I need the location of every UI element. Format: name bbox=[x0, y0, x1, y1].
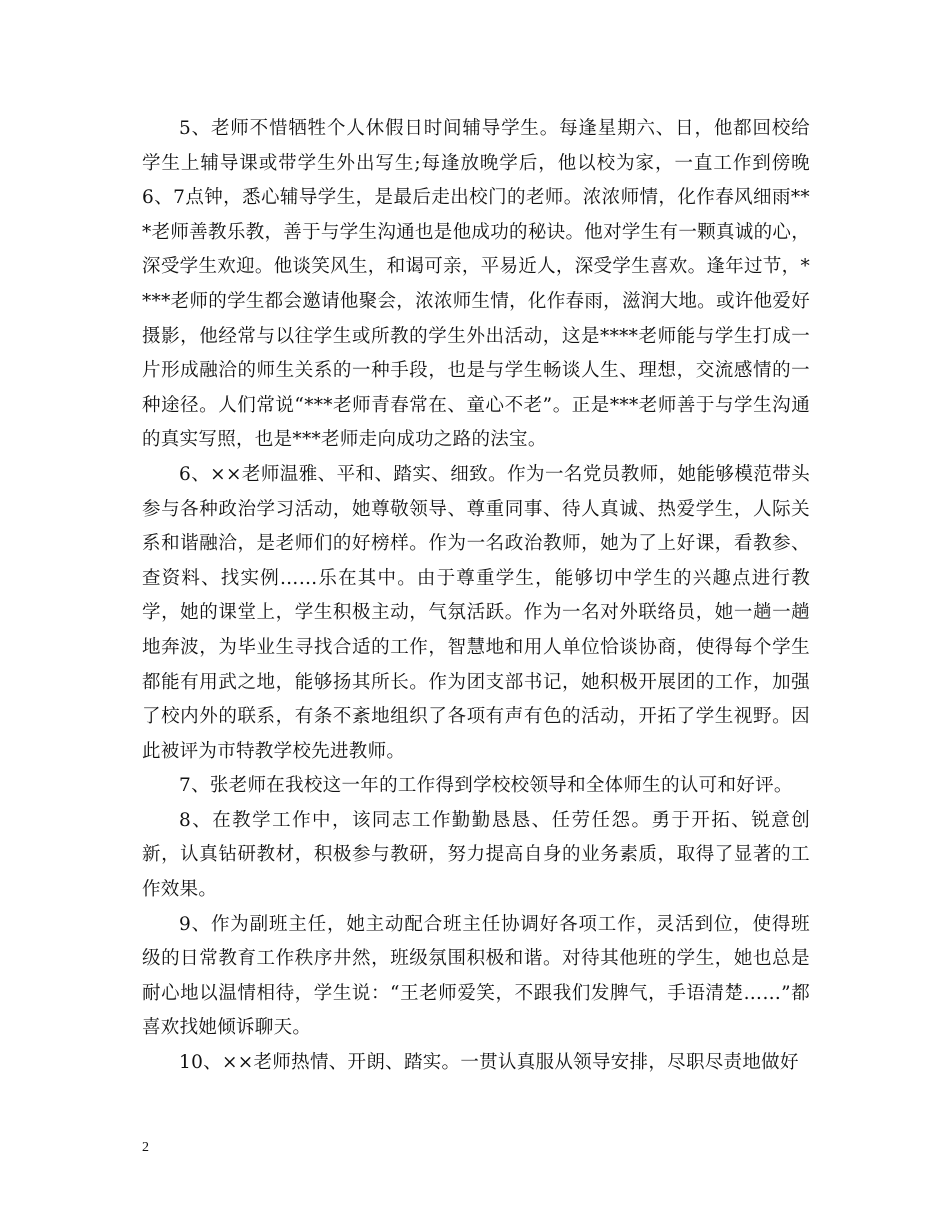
paragraph-5: 5、老师不惜牺牲个人休假日时间辅导学生。每逢星期六、日，他都回校给学生上辅导课或带学生外出写生;每逢放晚学后，他以校为家，一直工作到傍晚6、7点钟，悉心辅导学生，是最后走出校门的老师。浓浓师情，化作春风细雨***老师善教乐教，善于与学生沟通也是他成功的秘诀。他对学生有一颗真诚的心，深受学生欢迎。他谈笑风生，和谒可亲，平易近人，深受学生喜欢。逢年过节，****老师的学生都会邀请他聚会，浓浓师生情，化作春雨，滋润大地。或许他爱好摄影，他经常与以往学生或所教的学生外出活动，这是****老师能与学生打成一片形成融洽的师生关系的一种手段，也是与学生畅谈人生、理想，交流感情的一种途径。人们常说“***老师青春常在、童心不老”。正是***老师善于与学生沟通的真实写照，也是***老师走向成功之路的法宝。 bbox=[142, 118, 810, 451]
paragraph-7: 7、张老师在我校这一年的工作得到学校校领导和全体师生的认可和好评。 bbox=[179, 775, 793, 797]
paragraph-9: 9、作为副班主任，她主动配合班主任协调好各项工作，灵活到位，使得班级的日常教育工作秩序井然，班级氛围积极和谐。对待其他班的学生，她也总是耐心地以温情相待，学生说：“王老师爱笑，不跟我们发脾气，手语清楚……”都喜欢找她倾诉聊天。 bbox=[142, 913, 810, 1039]
paragraph-10: 10、××老师热情、开朗、踏实。一贯认真服从领导安排，尽职尽责地做好 bbox=[179, 1052, 799, 1074]
paragraph-6: 6、××老师温雅、平和、踏实、细致。作为一名党员教师，她能够模范带头参与各种政治学习活动，她尊敬领导、尊重同事、待人真诚、热爱学生，人际关系和谐融洽，是老师们的好榜样。作为一名政治教师，她为了上好课，看教参、查资料、找实例……乐在其中。由于尊重学生，能够切中学生的兴趣点进行教学，她的课堂上，学生积极主动，气氛活跃。作为一名对外联络员，她一趟一趟地奔波，为毕业生寻找合适的工作，智慧地和用人单位恰谈协商，使得每个学生都能有用武之地，能够扬其所长。作为团支部书记，她积极开展团的工作，加强了校内外的联系，有条不紊地组织了各项有声有色的活动，开拓了学生视野。因此被评为市特教学校先进教师。 bbox=[142, 463, 810, 762]
document-body bbox=[142, 112, 810, 1081]
paragraph-8: 8、在教学工作中，该同志工作勤勤恳恳、任劳任怨。勇于开拓、锐意创新，认真钻研教材，积极参与教研，努力提高自身的业务素质，取得了显著的工作效果。 bbox=[142, 809, 810, 901]
page-number: 2 bbox=[142, 1140, 149, 1155]
